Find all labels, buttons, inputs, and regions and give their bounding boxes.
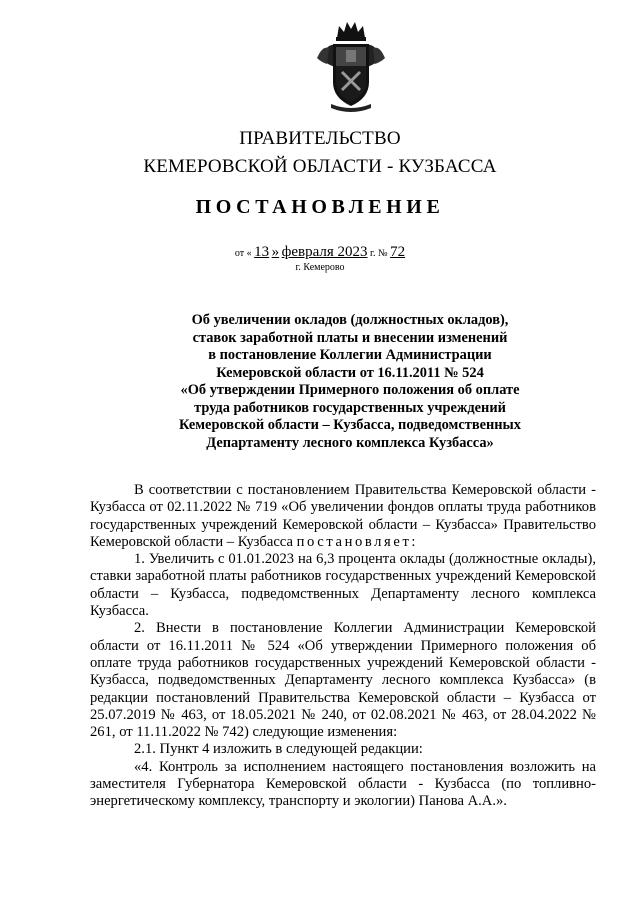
document-body <box>90 482 596 811</box>
title-line: в постановление Коллегии Администрации <box>208 347 492 363</box>
title-line: труда работников государственных учреждений <box>194 399 506 416</box>
item-4-quote-paragraph: «4. Контроль за исполнением настоящего постановления возложить на заместителя Губернатора Кемеровской области - Кузбасса (по топливно-энергетическому комплексу, транспорту и экологии) Панова А.А.». <box>90 758 596 810</box>
document-place: г. Кемерово <box>295 262 345 273</box>
document-date-number <box>0 244 640 261</box>
preamble-text: В соответствии с постановлением Правительства Кемеровской области - Кузбасса от 02.11.2022 № 719 «Об увеличении фондов оплаты труда работников государственных учреждений Кемеровской области – Кузбасса» Правительство Кемеровской области – Кузбасса <box>90 482 596 550</box>
government-name-line2: КЕМЕРОВСКОЙ ОБЛАСТИ - КУЗБАССА <box>143 156 497 177</box>
item-1-paragraph: 1. Увеличить с 01.01.2023 на 6,3 процента оклады (должностные оклады), ставки заработной платы работников государственных учреждений Кемеровской области – Кузбасса, подведомственных Департаменту лесного комплекса Кузбасса. <box>90 551 596 620</box>
resolves-word: постановляет: <box>296 533 419 550</box>
government-name-line1: ПРАВИТЕЛЬСТВО <box>239 128 401 149</box>
date-prefix: от « <box>234 248 252 259</box>
coat-of-arms-emblem <box>301 16 401 112</box>
title-line: Кемеровской области – Кузбасса, подведомственных <box>178 417 521 433</box>
preamble-paragraph <box>90 482 596 551</box>
document-number: 72 <box>390 244 406 260</box>
date-month-year: февраля 2023 <box>281 244 368 260</box>
title-line: Об увеличении окладов (должностных окладов), <box>191 312 509 328</box>
title-line: «Об утверждении Примерного положения об оплате <box>180 382 520 398</box>
document-type-heading: ПОСТАНОВЛЕНИЕ <box>195 196 445 218</box>
title-line: Кемеровской области от 16.11.2011 № 524 <box>216 364 484 381</box>
date-separator: » <box>271 244 280 260</box>
item-2-1-paragraph: 2.1. Пункт 4 изложить в следующей редакции: <box>134 741 423 758</box>
document-title <box>130 312 570 452</box>
kemerovo-region-coat-of-arms-icon <box>301 16 401 112</box>
date-day: 13 <box>254 244 270 260</box>
title-line: ставок заработной платы и внесении изменений <box>192 329 508 346</box>
title-line: Департаменту лесного комплекса Кузбасса» <box>206 434 494 451</box>
number-label: № <box>378 248 388 259</box>
date-year-suffix: г. <box>370 248 376 259</box>
item-2-paragraph: 2. Внести в постановление Коллегии Администрации Кемеровской области от 16.11.2011 № 524 «Об утверждении Примерного положения об оплате труда работников государственных учреждений Кемеровской области - Кузбасса, подведомственных Департаменту лесного комплекса Кузбасса» (в редакции постановлений Правительства Кемеровской области – Кузбасса от 25.07.2019 № 463, от 18.05.2021 № 240, от 02.08.2021 № 463, от 28.04.2022 № 261, от 11.11.2022 № 742) следующие изменения: <box>90 620 596 741</box>
